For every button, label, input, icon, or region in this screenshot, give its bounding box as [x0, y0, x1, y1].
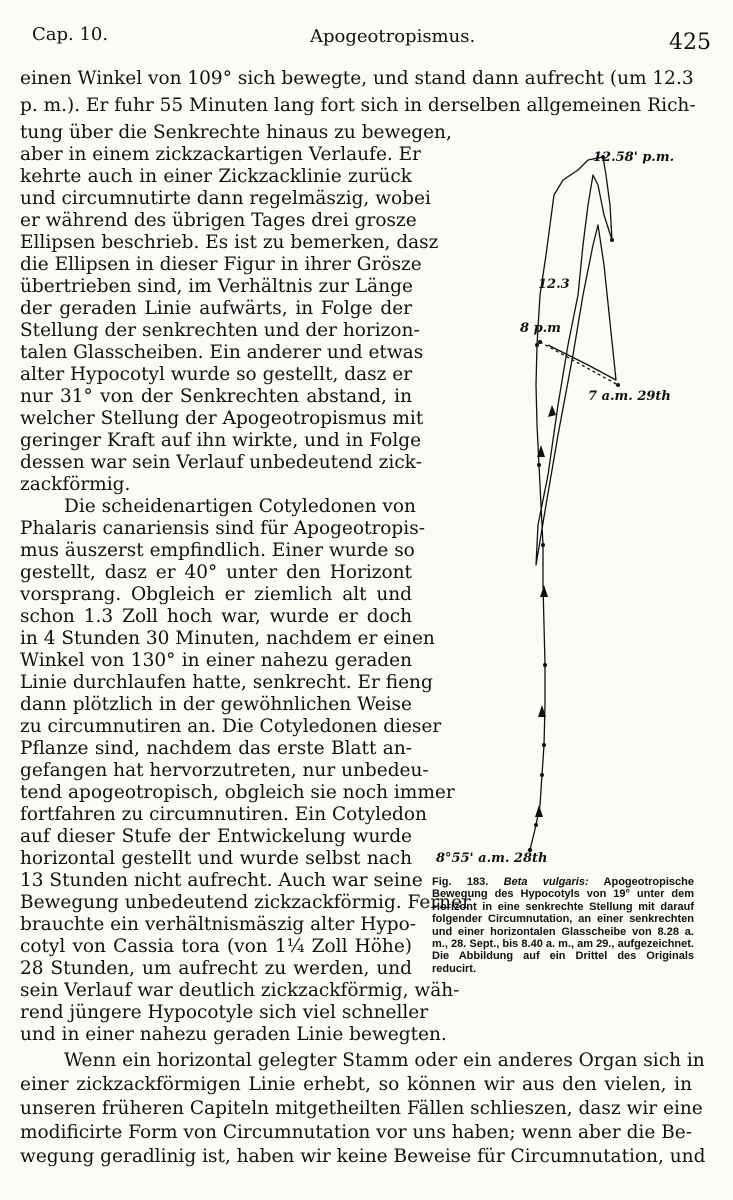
text-line: gestellt, dasz er 40° unter den Horizont — [20, 562, 412, 583]
page-header — [20, 24, 711, 60]
caption-number: Fig. 183. — [432, 876, 489, 888]
text-line: in 4 Stunden 30 Minuten, nachdem er einen — [20, 628, 435, 649]
page-number: 425 — [669, 30, 711, 55]
arrow-up-marker — [540, 585, 548, 597]
text-line: auf dieser Stufe der Entwickelung wurde — [20, 826, 412, 847]
caption-species: Beta vulgaris: — [503, 876, 589, 888]
label-8-55-am-28th: 8°55' a.m. 28th — [436, 851, 548, 866]
text-line: der geraden Linie aufwärts, in Folge der — [20, 298, 412, 319]
arrow-up-marker — [535, 805, 543, 817]
text-line: dessen war sein Verlauf unbedeutend zick- — [20, 452, 422, 473]
text-line: 28 Stunden, um aufrecht zu werden, und — [20, 958, 412, 979]
observation-dot — [537, 463, 541, 467]
text-line: einen Winkel von 109° sich bewegte, und stand dann aufrecht (um 12.3 — [20, 68, 694, 89]
text-line: fortfahren zu circumnutiren. Ein Cotyledon — [20, 804, 427, 825]
text-line: gefangen hat hervorzutreten, nur unbedeu- — [20, 760, 429, 781]
label-8-pm: 8 p.m — [520, 321, 561, 336]
observation-dot — [616, 383, 620, 387]
observation-dot — [535, 343, 539, 347]
text-line: wegung geradlinig ist, haben wir keine Beweise für Circumnutation, und — [20, 1146, 706, 1167]
text-line: unseren früheren Capiteln mitgetheilten Fällen schlieszen, dasz wir eine — [20, 1098, 703, 1119]
label-12-58-pm: 12.58' p.m. — [593, 150, 675, 165]
text-line: p. m.). Er fuhr 55 Minuten lang fort sich in derselben allgemeinen Rich- — [20, 95, 696, 116]
text-line: 13 Stunden nicht aufrecht. Auch war seine — [20, 870, 423, 891]
text-line: Phalaris canariensis sind für Apogeotropis- — [20, 518, 425, 539]
text-line: Stellung der senkrechten und der horizon- — [20, 320, 420, 341]
text-line: kehrte auch in einer Zickzacklinie zurück — [20, 166, 412, 187]
text-line: einer zickzackförmigen Linie erhebt, so können wir aus den vielen, in — [20, 1074, 692, 1095]
text-line: tend apogeotropisch, obgleich sie noch immer — [20, 782, 455, 803]
figure-183 — [428, 145, 690, 865]
text-line: horizontal gestellt und wurde selbst nach — [20, 848, 412, 869]
label-7-am-29th: 7 a.m. 29th — [588, 389, 671, 404]
text-line: schon 1.3 Zoll hoch war, wurde er doch — [20, 606, 412, 627]
text-line: vorsprang. Obgleich er ziemlich alt und — [20, 584, 412, 605]
text-line: übertrieben sind, im Verhältnis zur Länge — [20, 276, 413, 297]
circumnutation-trace — [428, 145, 690, 865]
text-line: welcher Stellung der Apogeotropismus mit — [20, 408, 424, 429]
text-line: geringer Kraft auf ihn wirkte, und in Folge — [20, 430, 422, 451]
text-line: und circumnutirte dann regelmäszig, wobei — [20, 188, 431, 209]
text-line: alter Hypocotyl wurde so gestellt, dasz er — [20, 364, 413, 385]
text-line: nur 31° von der Senkrechten abstand, in — [20, 386, 412, 407]
observation-dot — [610, 238, 614, 242]
observation-dot — [541, 543, 545, 547]
text-line: brauchte ein verhältnismäszig alter Hypo- — [20, 914, 417, 935]
text-line: Ellipsen beschrieb. Es ist zu bemerken, dasz — [20, 232, 439, 253]
text-line: mus äuszerst empfindlich. Einer wurde so — [20, 540, 415, 561]
text-line: und in einer nahezu geraden Linie bewegten. — [20, 1024, 447, 1045]
paragraph-start: Die scheidenartigen Cotyledonen von — [64, 496, 416, 517]
text-line: sein Verlauf war deutlich zickzackförmig, wäh- — [20, 980, 460, 1001]
trace-dotted-night — [540, 342, 618, 385]
text-line: modificirte Form von Circumnutation vor uns haben; wenn aber die Be- — [20, 1122, 692, 1143]
trace-path-loops — [536, 157, 616, 565]
paragraph-start: Wenn ein horizontal gelegter Stamm oder ein anderes Organ sich in — [64, 1050, 705, 1071]
text-line: dann plötzlich in der gewöhnlichen Weise — [20, 694, 412, 715]
observation-dot — [542, 743, 546, 747]
observation-dot — [538, 340, 542, 344]
running-title: Apogeotropismus. — [310, 26, 476, 47]
label-12-3: 12.3 — [538, 277, 570, 292]
observation-dot — [543, 663, 547, 667]
text-line: er während des übrigen Tages drei grosze — [20, 210, 417, 231]
text-line: rend jüngere Hypocotyle sich viel schneller — [20, 1002, 429, 1023]
text-line: Linie durchlaufen hatte, senkrecht. Er fieng — [20, 672, 433, 693]
caption-body: Apogeotropische Bewegung des Hypocotyls von 19° unter dem Horizont in eine senkrechte Stellung mit darauf folgender Circumnutation, an einer senkrechten und einer horizontalen Glasscheibe von 8.28 a. m., 28. Sept., bis 8.40 a. m., am 29., aufgezeichnet. Die Abbildung auf ein Drittel des Originals reducirt. — [432, 876, 694, 975]
text-line: aber in einem zickzackartigen Verlaufe. Er — [20, 144, 422, 165]
text-line: tung über die Senkrechte hinaus zu bewegen, — [20, 122, 452, 143]
observation-dot — [540, 773, 544, 777]
text-line: Pflanze sind, nachdem das erste Blatt an- — [20, 738, 412, 759]
arrow-up-marker — [548, 405, 556, 417]
figure-caption — [432, 876, 694, 975]
observation-dot — [534, 823, 538, 827]
text-line: talen Glasscheiben. Ein anderer und etwas — [20, 342, 424, 363]
text-line: Bewegung unbedeutend zickzackförmig. Ferner — [20, 892, 471, 913]
text-line: zu circumnutiren an. Die Cotyledonen dieser — [20, 716, 442, 737]
text-line: Winkel von 130° in einer nahezu geraden — [20, 650, 412, 671]
chapter-label: Cap. 10. — [32, 24, 109, 45]
text-line: zackförmig. — [20, 474, 131, 495]
text-line: cotyl von Cassia tora (von 1¼ Zoll Höhe) — [20, 936, 412, 957]
text-line: die Ellipsen in dieser Figur in ihrer Grösze — [20, 254, 422, 275]
